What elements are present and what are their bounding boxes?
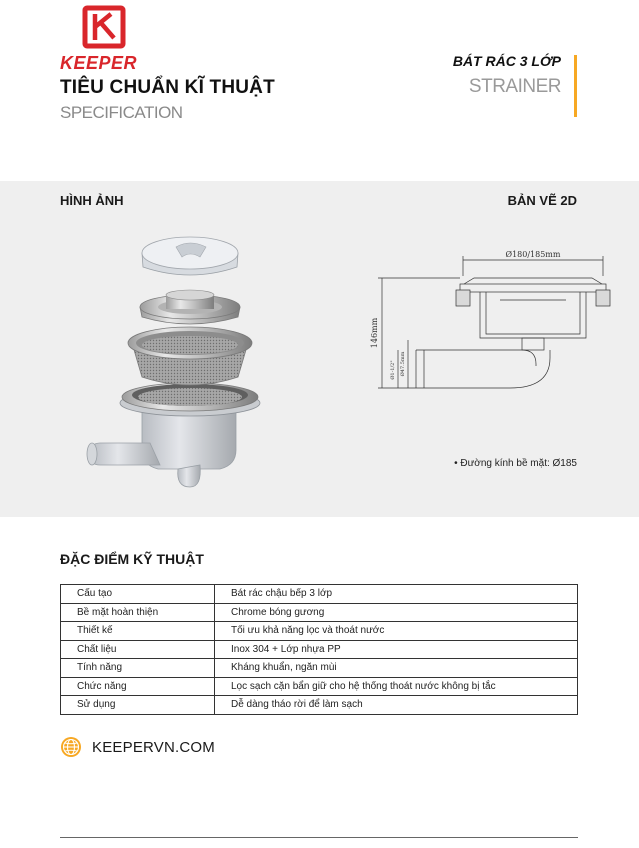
- website-text[interactable]: KEEPERVN.COM: [92, 738, 215, 756]
- website-link[interactable]: [60, 735, 215, 759]
- brand-name: KEEPER: [60, 53, 138, 73]
- specs-row-value: Inox 304 + Lớp nhựa PP: [215, 640, 578, 659]
- specs-heading: ĐẶC ĐIỂM KỸ THUẬT: [60, 551, 204, 567]
- specs-row-value: Lọc sạch cặn bẩn giữ cho hệ thống thoát nước không bị tắc: [215, 677, 578, 696]
- specs-row-key: Thiết kế: [61, 622, 215, 641]
- product-name-vi: BÁT RÁC 3 LỚP: [452, 53, 561, 69]
- technical-drawing: [360, 240, 620, 400]
- specs-row-key: Bề mặt hoàn thiện: [61, 603, 215, 622]
- page-title: TIÊU CHUẨN KĨ THUẬT: [60, 77, 275, 98]
- specs-row-value: Kháng khuẩn, ngăn mùi: [215, 659, 578, 678]
- product-photo: [80, 225, 300, 495]
- specs-row: [61, 696, 578, 715]
- drawing-dim-inner: Ø47.5mm: [400, 351, 406, 377]
- drawing-section-label: BẢN VẼ 2D: [507, 193, 577, 208]
- globe-icon: [60, 736, 82, 758]
- specs-row: [61, 659, 578, 678]
- specs-row: [61, 640, 578, 659]
- photo-section-label: HÌNH ẢNH: [60, 193, 124, 208]
- specs-row: [61, 585, 578, 604]
- product-name-en: STRAINER: [468, 76, 561, 97]
- specs-row-value: Chrome bóng gương: [215, 603, 578, 622]
- drawing-dim-top: Ø180/185mm: [505, 250, 561, 259]
- specs-row-value: Bát rác chậu bếp 3 lớp: [215, 585, 578, 604]
- specs-row-key: Tính năng: [61, 659, 215, 678]
- keeper-logo-icon: [81, 4, 127, 50]
- footer-divider: [60, 837, 578, 838]
- specs-row-value: Dễ dàng tháo rời để làm sạch: [215, 696, 578, 715]
- surface-diameter-note: • Đường kính bề mặt: Ø185: [454, 458, 577, 469]
- specs-row: [61, 603, 578, 622]
- specs-row: [61, 677, 578, 696]
- specs-row-key: Cấu tạo: [61, 585, 215, 604]
- page-subtitle: SPECIFICATION: [60, 103, 183, 122]
- specs-row-key: Chất liệu: [61, 640, 215, 659]
- specs-row-value: Tối ưu khả năng lọc và thoát nước: [215, 622, 578, 641]
- specs-row-key: Chức năng: [61, 677, 215, 696]
- specs-row: [61, 622, 578, 641]
- specs-row-key: Sử dụng: [61, 696, 215, 715]
- specs-table: [60, 584, 578, 715]
- drawing-dim-outlet: Ø1-1/2": [390, 360, 396, 380]
- drawing-dim-height: 146mm: [370, 317, 379, 349]
- accent-bar: [574, 55, 577, 117]
